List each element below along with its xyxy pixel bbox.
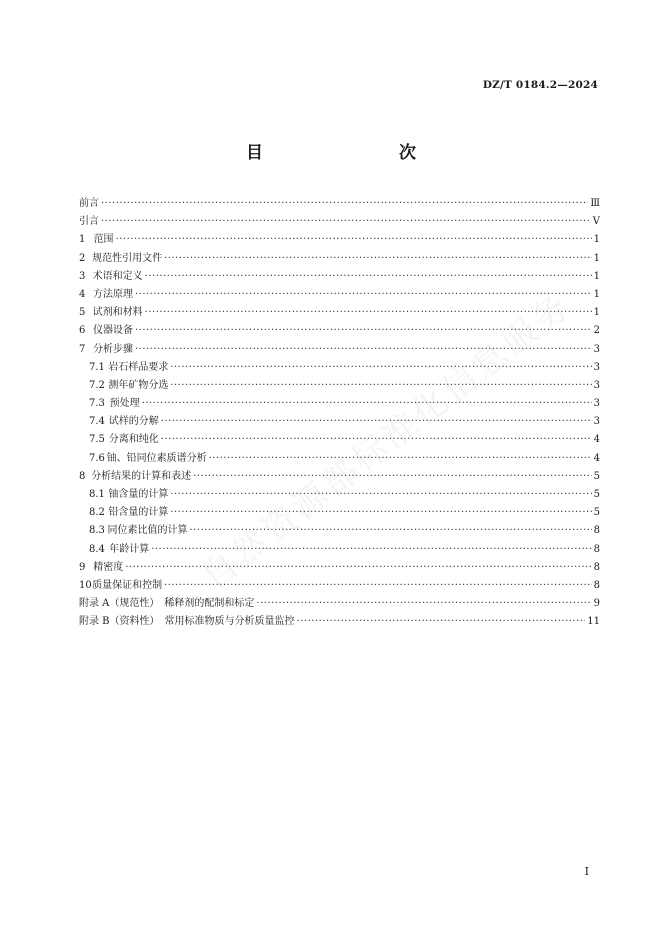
toc-leader-dots — [161, 434, 592, 445]
toc-entry-page: 3 — [593, 361, 600, 373]
toc-entry-number: 8.1 — [89, 489, 105, 500]
toc-leader-dots — [170, 507, 591, 518]
toc-entry-number: 10 — [79, 579, 92, 591]
toc-leader-dots — [116, 234, 592, 245]
toc-entry[interactable] — [79, 394, 600, 412]
toc-entry-label: 同位素比值的计算 — [107, 525, 188, 537]
toc-entry-number: 8.4 — [89, 543, 105, 555]
toc-entry-label: 仪器设备 — [92, 325, 133, 337]
toc-entry-page: 8 — [593, 525, 600, 537]
toc-entry[interactable] — [79, 358, 600, 376]
toc-leader-dots — [297, 616, 586, 627]
toc-entry-label: 精密度 — [93, 561, 124, 573]
toc-entry-label: 质量保证和控制 — [92, 579, 163, 591]
watermark: 自然资源部标准化信息服务 — [194, 285, 579, 598]
toc-entry-number: 1 — [79, 234, 86, 246]
toc-entry-number: 7 — [79, 343, 86, 355]
toc-entry-label: 术语和定义 — [92, 270, 143, 282]
toc-leader-dots — [170, 380, 591, 391]
toc-leader-dots — [256, 598, 591, 609]
toc-entry[interactable] — [79, 576, 600, 594]
toc-entry[interactable] — [79, 449, 600, 467]
toc-entry-number: 8 — [79, 470, 86, 482]
toc-entry-label: 年龄计算 — [109, 543, 150, 555]
toc-entry-number: 2 — [79, 252, 86, 264]
page-title: 目 次 — [246, 143, 450, 163]
toc-entry-label: 铅含量的计算 — [108, 507, 169, 519]
toc-entry-page: Ⅴ — [592, 216, 600, 228]
toc-entry[interactable] — [79, 230, 600, 248]
toc-leader-dots — [135, 289, 592, 300]
table-of-contents — [79, 194, 600, 631]
toc-entry-label: 附录 A（规范性） 稀释剂的配制和标定 — [79, 598, 255, 610]
toc-leader-dots — [170, 489, 591, 500]
toc-leader-dots — [145, 307, 592, 318]
toc-entry[interactable] — [79, 467, 600, 485]
toc-entry-page: 3 — [593, 343, 600, 355]
toc-entry-page: 1 — [593, 270, 600, 282]
toc-entry[interactable] — [79, 303, 600, 321]
toc-entry-label: 范围 — [93, 234, 114, 246]
toc-entry-label: 附录 B（资料性） 常用标准物质与分析质量监控 — [79, 616, 295, 628]
toc-entry-number: 8.3 — [89, 525, 105, 537]
toc-entry-number: 7.3 — [89, 398, 105, 410]
toc-entry-page: 1 — [593, 252, 600, 264]
toc-entry[interactable] — [79, 558, 600, 576]
toc-entry-page: 3 — [593, 416, 600, 428]
page-number: I — [584, 865, 589, 878]
toc-entry-number: 5 — [79, 307, 86, 319]
toc-entry[interactable] — [79, 540, 600, 558]
toc-entry[interactable] — [79, 412, 600, 430]
toc-leader-dots — [145, 271, 592, 282]
toc-entry-label: 分离和纯化 — [108, 434, 159, 446]
toc-entry-page: 3 — [593, 398, 600, 410]
toc-entry-number: 7.1 — [89, 361, 105, 373]
toc-leader-dots — [161, 416, 592, 427]
toc-leader-dots — [101, 216, 591, 227]
toc-entry-label: 试样的分解 — [108, 416, 159, 428]
toc-entry-number: 4 — [79, 288, 86, 300]
standard-code: DZ/T 0184.2—2024 — [482, 79, 598, 91]
toc-entry[interactable] — [79, 212, 600, 230]
toc-entry-page: 4 — [593, 434, 600, 446]
toc-entry[interactable] — [79, 612, 600, 630]
toc-entry-page: 5 — [593, 489, 600, 500]
toc-entry-page: 3 — [593, 379, 600, 391]
toc-entry-label: 方法原理 — [92, 288, 133, 300]
toc-entry-label: 预处理 — [109, 398, 140, 410]
toc-entry[interactable] — [79, 430, 600, 448]
toc-entry[interactable] — [79, 194, 600, 212]
toc-entry-number: 7.2 — [89, 379, 105, 391]
toc-entry[interactable] — [79, 521, 600, 539]
toc-leader-dots — [193, 471, 591, 482]
toc-leader-dots — [189, 525, 591, 536]
toc-entry-number: 9 — [79, 561, 86, 573]
toc-leader-dots — [142, 398, 592, 409]
toc-entry-page: 1 — [593, 234, 600, 246]
toc-leader-dots — [135, 344, 592, 355]
toc-leader-dots — [164, 253, 592, 264]
toc-entry-page: 8 — [593, 561, 600, 573]
toc-leader-dots — [209, 453, 592, 464]
toc-entry-page: 9 — [593, 598, 600, 610]
toc-entry-number: 6 — [79, 325, 86, 337]
toc-entry[interactable] — [79, 594, 600, 612]
toc-entry[interactable] — [79, 267, 600, 285]
toc-entry[interactable] — [79, 485, 600, 503]
toc-entry[interactable] — [79, 503, 600, 521]
toc-entry-number: 7.5 — [89, 434, 105, 446]
toc-leader-dots — [125, 562, 591, 573]
toc-entry-page: 5 — [593, 507, 600, 519]
toc-entry-label: 引言 — [79, 216, 99, 228]
toc-leader-dots — [164, 580, 592, 591]
toc-leader-dots — [101, 198, 588, 209]
toc-entry-label: 规范性引用文件 — [92, 252, 163, 264]
toc-entry-label: 铀含量的计算 — [108, 489, 169, 500]
toc-leader-dots — [135, 325, 592, 336]
toc-entry-number: 7.4 — [89, 416, 105, 428]
toc-leader-dots — [170, 362, 591, 373]
toc-entry-label: 试剂和材料 — [92, 307, 143, 319]
toc-entry-label: 分析结果的计算和表述 — [91, 470, 192, 482]
toc-entry[interactable] — [79, 321, 600, 339]
toc-entry-page: 1 — [593, 307, 600, 319]
toc-entry[interactable] — [79, 340, 600, 358]
toc-entry-page: Ⅲ — [590, 198, 600, 209]
toc-entry-page: 4 — [593, 452, 600, 464]
toc-entry[interactable] — [79, 376, 600, 394]
toc-entry-number: 8.2 — [89, 507, 105, 519]
toc-entry-label: 铀、铅同位素质谱分析 — [106, 452, 207, 464]
toc-leader-dots — [151, 544, 591, 555]
toc-entry[interactable] — [79, 249, 600, 267]
toc-entry-page: 5 — [593, 470, 600, 482]
toc-entry-page: 1 — [593, 288, 600, 300]
toc-entry-label: 前言 — [79, 198, 99, 209]
toc-entry-page: 11 — [587, 616, 600, 628]
toc-entry-number: 3 — [79, 270, 86, 282]
toc-entry-label: 分析步骤 — [92, 343, 133, 355]
toc-entry[interactable] — [79, 285, 600, 303]
toc-entry-page: 8 — [593, 579, 600, 591]
toc-entry-number: 7.6 — [89, 452, 105, 464]
toc-entry-page: 8 — [593, 543, 600, 555]
toc-entry-page: 2 — [593, 325, 600, 337]
toc-entry-label: 测年矿物分选 — [108, 379, 169, 391]
toc-entry-label: 岩石样品要求 — [108, 361, 169, 373]
